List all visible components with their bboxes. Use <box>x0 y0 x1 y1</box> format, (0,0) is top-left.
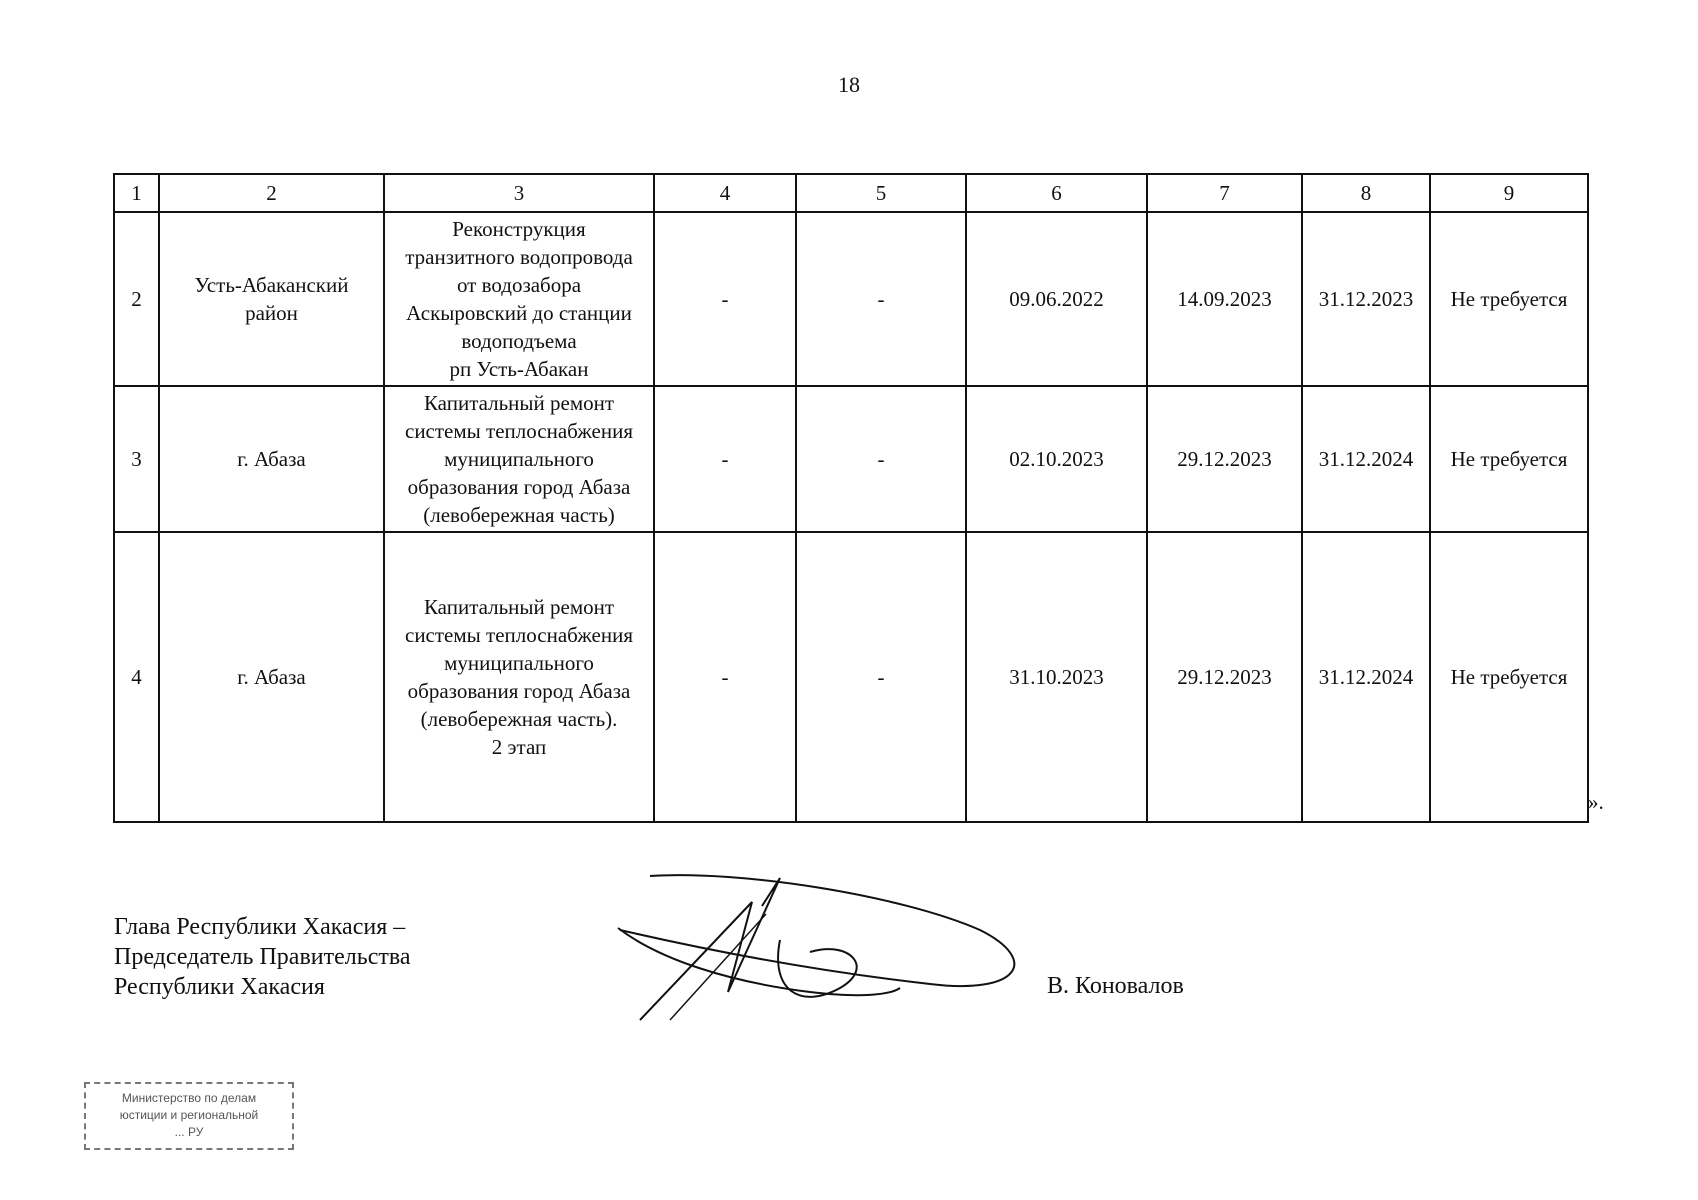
header-cell: 5 <box>796 174 966 212</box>
cell-col9: Не требуется <box>1430 212 1588 386</box>
stamp-line: Министерство по делам <box>121 1091 257 1105</box>
cell-col4: - <box>654 532 796 822</box>
stamp-line: ... РУ <box>174 1125 204 1139</box>
table-header-row <box>114 174 1588 212</box>
description-line: Аскыровский до станции <box>406 301 632 325</box>
signatory-name: В. Коновалов <box>1047 973 1184 999</box>
cell-col9: Не требуется <box>1430 532 1588 822</box>
cell-col4: - <box>654 212 796 386</box>
table-row <box>114 212 1588 386</box>
table-row <box>114 532 1588 822</box>
area-line: Усть-Абаканский <box>194 273 349 297</box>
signatory-title <box>114 912 411 1002</box>
cell-col8: 31.12.2023 <box>1302 212 1430 386</box>
cell-col7: 29.12.2023 <box>1147 386 1302 532</box>
description-line: муниципального <box>444 651 594 675</box>
area-line: г. Абаза <box>237 447 306 471</box>
description-line: 2 этап <box>491 735 547 759</box>
cell-col4: - <box>654 386 796 532</box>
description-cell <box>384 212 654 386</box>
document-table <box>113 173 1589 823</box>
cell-col7: 14.09.2023 <box>1147 212 1302 386</box>
description-line: водоподъема <box>461 329 577 353</box>
cell-col7: 29.12.2023 <box>1147 532 1302 822</box>
cell-col6: 09.06.2022 <box>966 212 1147 386</box>
description-line: рп Усть-Абакан <box>449 357 589 381</box>
header-cell: 6 <box>966 174 1147 212</box>
area-cell <box>159 532 384 822</box>
description-cell <box>384 532 654 822</box>
row-number: 4 <box>114 532 159 822</box>
description-line: от водозабора <box>456 273 582 297</box>
header-cell: 3 <box>384 174 654 212</box>
page-number: 18 <box>838 72 860 97</box>
description-line: (левобережная часть). <box>420 707 618 731</box>
stamp-line: юстиции и региональной <box>119 1108 259 1122</box>
cell-col5: - <box>796 532 966 822</box>
description-line: (левобережная часть) <box>423 503 615 527</box>
description-line: Капитальный ремонт <box>423 391 615 415</box>
cell-col6: 31.10.2023 <box>966 532 1147 822</box>
header-cell: 8 <box>1302 174 1430 212</box>
cell-col5: - <box>796 386 966 532</box>
area-cell <box>159 386 384 532</box>
description-line: системы теплоснабжения <box>405 623 633 647</box>
row-number: 3 <box>114 386 159 532</box>
area-line: г. Абаза <box>237 665 306 689</box>
registration-stamp <box>84 1082 294 1150</box>
table-row <box>114 386 1588 532</box>
row-number: 2 <box>114 212 159 386</box>
handwritten-signature <box>600 870 1040 1030</box>
description-line: муниципального <box>444 447 594 471</box>
cell-col8: 31.12.2024 <box>1302 532 1430 822</box>
description-line: образования город Абаза <box>407 475 631 499</box>
cell-col8: 31.12.2024 <box>1302 386 1430 532</box>
description-line: образования город Абаза <box>407 679 631 703</box>
header-cell: 2 <box>159 174 384 212</box>
cell-col6: 02.10.2023 <box>966 386 1147 532</box>
description-line: Реконструкция <box>452 217 586 241</box>
closing-quote: ». <box>1588 790 1604 814</box>
header-cell: 7 <box>1147 174 1302 212</box>
description-cell <box>384 386 654 532</box>
description-line: системы теплоснабжения <box>405 419 633 443</box>
area-cell <box>159 212 384 386</box>
header-cell: 4 <box>654 174 796 212</box>
cell-col5: - <box>796 212 966 386</box>
description-line: Капитальный ремонт <box>423 595 615 619</box>
header-cell: 9 <box>1430 174 1588 212</box>
header-cell: 1 <box>114 174 159 212</box>
description-line: транзитного водопровода <box>405 245 633 269</box>
cell-col9: Не требуется <box>1430 386 1588 532</box>
signatory-title-line: Республики Хакасия <box>114 974 325 1000</box>
signatory-title-line: Глава Республики Хакасия – <box>114 914 406 940</box>
signatory-title-line: Председатель Правительства <box>114 944 411 970</box>
area-line: район <box>245 301 298 325</box>
